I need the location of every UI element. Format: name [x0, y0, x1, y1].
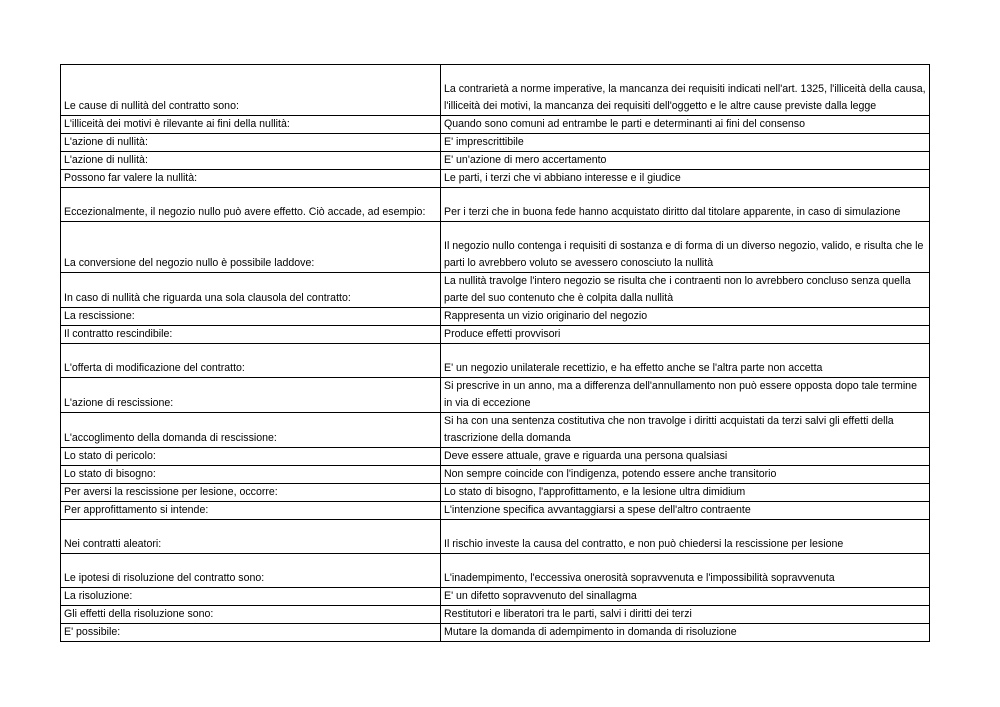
table-row	[61, 466, 930, 484]
table-row	[61, 413, 930, 448]
answer-cell: Restitutori e liberatori tra le parti, salvi i diritti dei terzi	[441, 606, 930, 624]
answer-cell: Deve essere attuale, grave e riguarda una persona qualsiasi	[441, 448, 930, 466]
table-row	[61, 326, 930, 344]
spreadsheet-page	[60, 64, 929, 642]
question-cell: La rescissione:	[61, 308, 441, 326]
question-cell: Lo stato di pericolo:	[61, 448, 441, 466]
answer-cell: L'inadempimento, l'eccessiva onerosità sopravvenuta e l'impossibilità sopravvenuta	[441, 554, 930, 588]
answer-cell: Si prescrive in un anno, ma a differenza dell'annullamento non può essere opposta dopo tale termine in via di eccezione	[441, 378, 930, 413]
table-row	[61, 344, 930, 378]
table-row	[61, 520, 930, 554]
table-row	[61, 152, 930, 170]
qa-table	[60, 64, 930, 642]
table-row	[61, 170, 930, 188]
question-cell: La conversione del negozio nullo è possibile laddove:	[61, 222, 441, 273]
question-cell: L'illiceità dei motivi è rilevante ai fini della nullità:	[61, 116, 441, 134]
table-row	[61, 65, 930, 116]
answer-cell: Non sempre coincide con l'indigenza, potendo essere anche transitorio	[441, 466, 930, 484]
table-row	[61, 378, 930, 413]
question-cell: Eccezionalmente, il negozio nullo può avere effetto. Ciò accade, ad esempio:	[61, 188, 441, 222]
question-cell: Possono far valere la nullità:	[61, 170, 441, 188]
question-cell: Le ipotesi di risoluzione del contratto sono:	[61, 554, 441, 588]
table-row	[61, 554, 930, 588]
answer-cell: La nullità travolge l'intero negozio se risulta che i contraenti non lo avrebbero concluso senza quella parte del suo contenuto che è colpita dalla nullità	[441, 273, 930, 308]
answer-cell: Per i terzi che in buona fede hanno acquistato diritto dal titolare apparente, in caso di simulazione	[441, 188, 930, 222]
table-row	[61, 116, 930, 134]
question-cell: L'azione di nullità:	[61, 152, 441, 170]
table-row	[61, 624, 930, 642]
question-cell: Nei contratti aleatori:	[61, 520, 441, 554]
question-cell: Le cause di nullità del contratto sono:	[61, 65, 441, 116]
answer-cell: Il negozio nullo contenga i requisiti di sostanza e di forma di un diverso negozio, valido, e risulta che le parti lo avrebbero voluto se avessero conosciuto la nullità	[441, 222, 930, 273]
question-cell: L'azione di rescissione:	[61, 378, 441, 413]
table-row	[61, 502, 930, 520]
answer-cell: Le parti, i terzi che vi abbiano interesse e il giudice	[441, 170, 930, 188]
question-cell: Gli effetti della risoluzione sono:	[61, 606, 441, 624]
answer-cell: Rappresenta un vizio originario del negozio	[441, 308, 930, 326]
answer-cell: L'intenzione specifica avvantaggiarsi a spese dell'altro contraente	[441, 502, 930, 520]
question-cell: Il contratto rescindibile:	[61, 326, 441, 344]
table-row	[61, 484, 930, 502]
answer-cell: La contrarietà a norme imperative, la mancanza dei requisiti indicati nell'art. 1325, l'illiceità della causa, l'illiceità dei motivi, la mancanza dei requisiti dell'oggetto e le altre cause previste dalla legge	[441, 65, 930, 116]
qa-table-body	[61, 65, 930, 642]
table-row	[61, 273, 930, 308]
question-cell: L'offerta di modificazione del contratto:	[61, 344, 441, 378]
question-cell: E' possibile:	[61, 624, 441, 642]
answer-cell: Lo stato di bisogno, l'approfittamento, e la lesione ultra dimidium	[441, 484, 930, 502]
table-row	[61, 606, 930, 624]
table-row	[61, 222, 930, 273]
table-row	[61, 134, 930, 152]
table-row	[61, 308, 930, 326]
question-cell: La risoluzione:	[61, 588, 441, 606]
question-cell: L'accoglimento della domanda di rescissione:	[61, 413, 441, 448]
answer-cell: E' un difetto sopravvenuto del sinallagma	[441, 588, 930, 606]
answer-cell: Si ha con una sentenza costitutiva che non travolge i diritti acquistati da terzi salvi gli effetti della trascrizione della domanda	[441, 413, 930, 448]
question-cell: In caso di nullità che riguarda una sola clausola del contratto:	[61, 273, 441, 308]
answer-cell: Il rischio investe la causa del contratto, e non può chiedersi la rescissione per lesione	[441, 520, 930, 554]
table-row	[61, 188, 930, 222]
table-row	[61, 448, 930, 466]
answer-cell: E' un negozio unilaterale recettizio, e ha effetto anche se l'altra parte non accetta	[441, 344, 930, 378]
answer-cell: Mutare la domanda di adempimento in domanda di risoluzione	[441, 624, 930, 642]
answer-cell: E' un'azione di mero accertamento	[441, 152, 930, 170]
question-cell: Per approfittamento si intende:	[61, 502, 441, 520]
answer-cell: Produce effetti provvisori	[441, 326, 930, 344]
question-cell: L'azione di nullità:	[61, 134, 441, 152]
question-cell: Per aversi la rescissione per lesione, occorre:	[61, 484, 441, 502]
question-cell: Lo stato di bisogno:	[61, 466, 441, 484]
answer-cell: Quando sono comuni ad entrambe le parti e determinanti ai fini del consenso	[441, 116, 930, 134]
answer-cell: E' imprescrittibile	[441, 134, 930, 152]
table-row	[61, 588, 930, 606]
